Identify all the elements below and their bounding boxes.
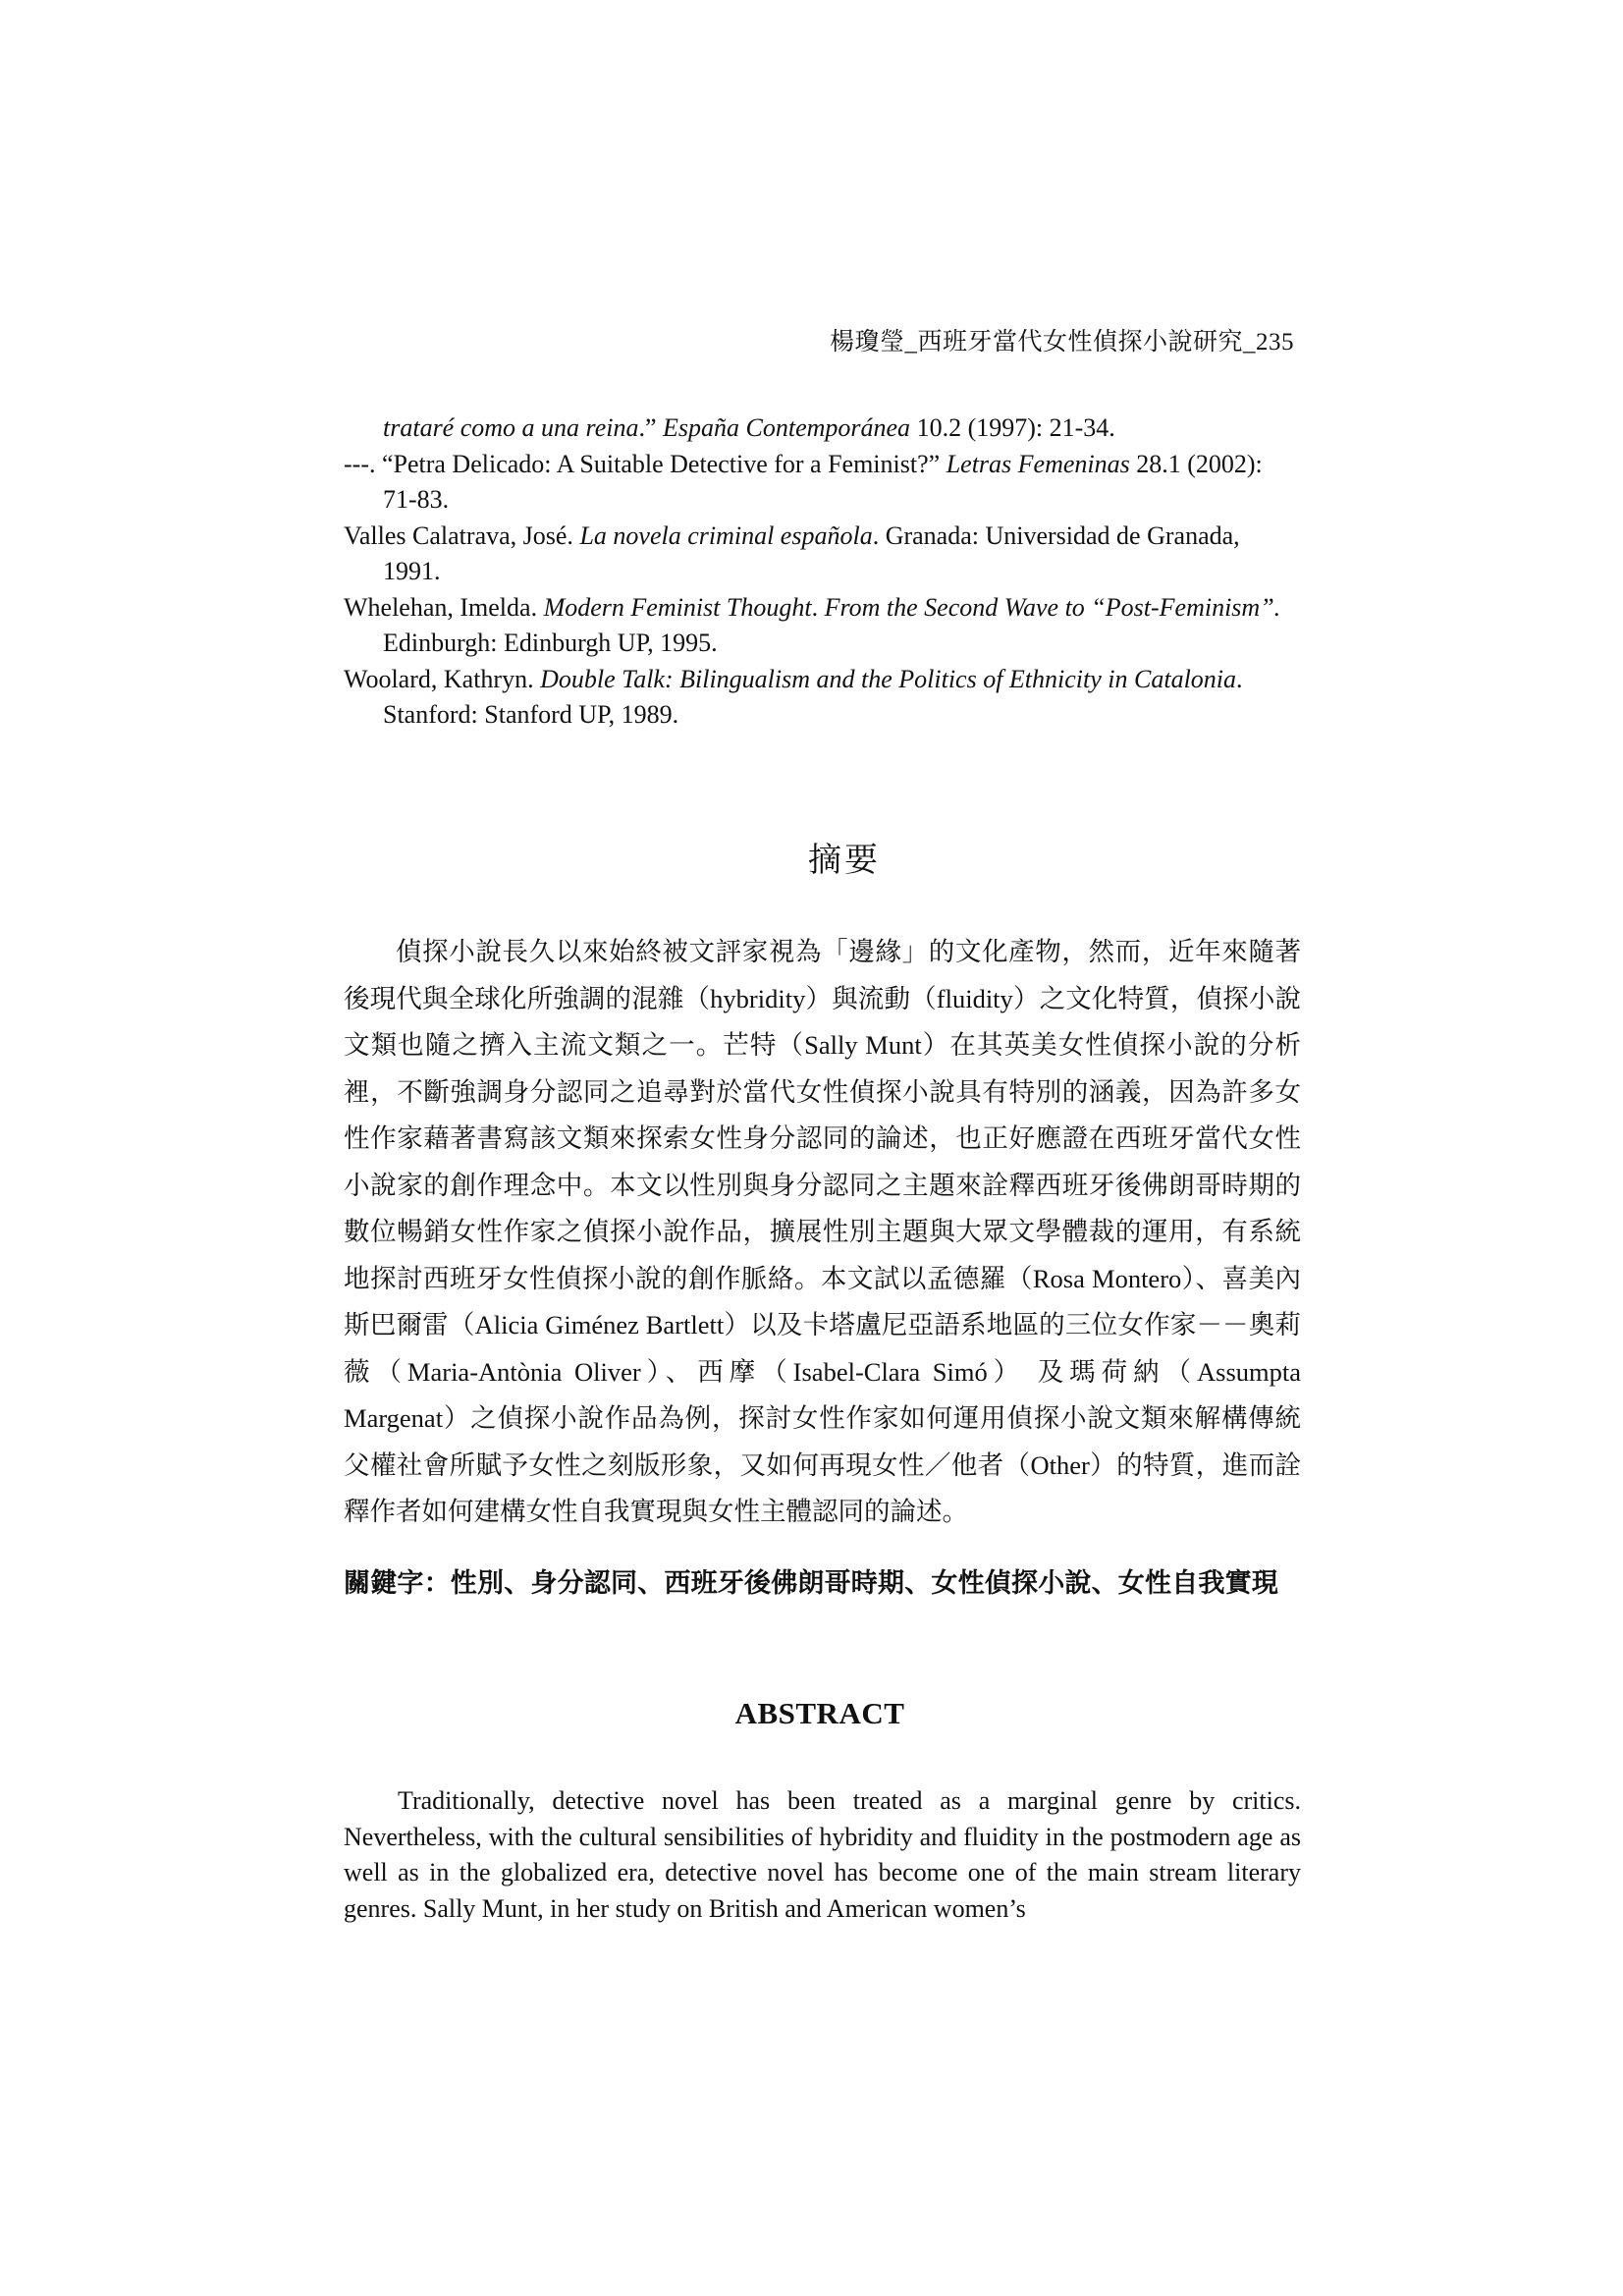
chinese-keywords: 關鍵字：性別、身分認同、西班牙後佛朗哥時期、女性偵探小說、女性自我實現: [344, 1568, 1278, 1598]
english-abstract-title: ABSTRACT: [734, 1696, 905, 1730]
reference-italic-title: Double Talk: Bilingualism and the Politics of Ethnicity in Catalonia: [540, 664, 1237, 693]
reference-entry: [344, 410, 1286, 447]
english-abstract-body: Traditionally, detective novel has been treated as a marginal genre by critics. Nevertheless, with the cultural sensibilities of hybridity and fluidity in the postmodern age as well as in the globalized era, detective novel has become one of the main stream literary genres. Sally Munt, in her study on British and American women’s: [344, 1786, 1301, 1923]
reference-text: .”: [638, 413, 664, 442]
reference-text: Valles Calatrava, José.: [344, 520, 580, 550]
reference-text: Whelehan, Imelda.: [344, 592, 544, 622]
chinese-abstract-body: 偵探小說長久以來始終被文評家視為「邊緣」的文化產物，然而，近年來隨著後現代與全球化所強調的混雜（hybridity）與流動（fluidity）之文化特質，偵探小說文類也隨之擠入主流文類之一。芒特（Sally Munt）在其英美女性偵探小說的分析裡，不斷強調身分認同之追尋對於當代女性偵探小說具有特別的涵義，因為許多女性作家藉著書寫該文類來探索女性身分認同的論述，也正好應證在西班牙當代女性小說家的創作理念中。本文以性別與身分認同之主題來詮釋西班牙後佛朗哥時期的數位暢銷女性作家之偵探小說作品，擴展性別主題與大眾文學體裁的運用，有系統地探討西班牙女性偵探小說的創作脈絡。本文試以孟德羅（Rosa Montero）、喜美內斯巴爾雷（Alicia Giménez Bartlett）以及卡塔盧尼亞語系地區的三位女作家－－奧莉薇（Maria-Antònia Oliver）、西摩（Isabel-Clara Simó） 及瑪荷納（Assumpta Margenat）之偵探小說作品為例，探討女性作家如何運用偵探小說文類來解構傳統父權社會所賦予女性之刻版形象，又如何再現女性／他者（Other）的特質，進而詮釋作者如何建構女性自我實現與女性主體認同的論述。: [344, 937, 1301, 1526]
reference-text: 28.1 (2002): 71-83.: [383, 449, 1263, 514]
chinese-abstract-title: 摘要: [808, 843, 881, 879]
reference-entry: [344, 590, 1286, 662]
reference-italic-title: trataré como a una reina: [383, 413, 639, 442]
reference-text: ---. “Petra Delicado: A Suitable Detective for a Feminist?”: [344, 449, 947, 478]
reference-entry: [344, 662, 1286, 734]
reference-text: . Granada: Universidad de Granada, 1991.: [383, 520, 1240, 585]
reference-italic-title: La novela criminal española: [579, 520, 873, 550]
reference-italic-title: Letras Femeninas: [946, 449, 1130, 478]
reference-entry: [344, 447, 1286, 519]
reference-italic-title: España Contemporánea: [663, 413, 911, 442]
reference-text: . Stanford: Stanford UP, 1989.: [383, 664, 1243, 729]
reference-text: Edinburgh: Edinburgh UP, 1995.: [383, 629, 718, 657]
reference-italic-title: From the Second Wave to “Post-Feminism”.: [824, 592, 1281, 622]
reference-entry: [344, 519, 1286, 590]
reference-text: Woolard, Kathryn.: [344, 664, 541, 693]
reference-italic-title: Modern Feminist Thought: [543, 592, 812, 622]
reference-text: .: [811, 592, 825, 622]
reference-text: 10.2 (1997): 21-34.: [910, 413, 1115, 442]
running-header: 楊瓊瑩_西班牙當代女性偵探小說研究_235: [829, 329, 1294, 355]
works-cited-list: [344, 410, 1286, 734]
